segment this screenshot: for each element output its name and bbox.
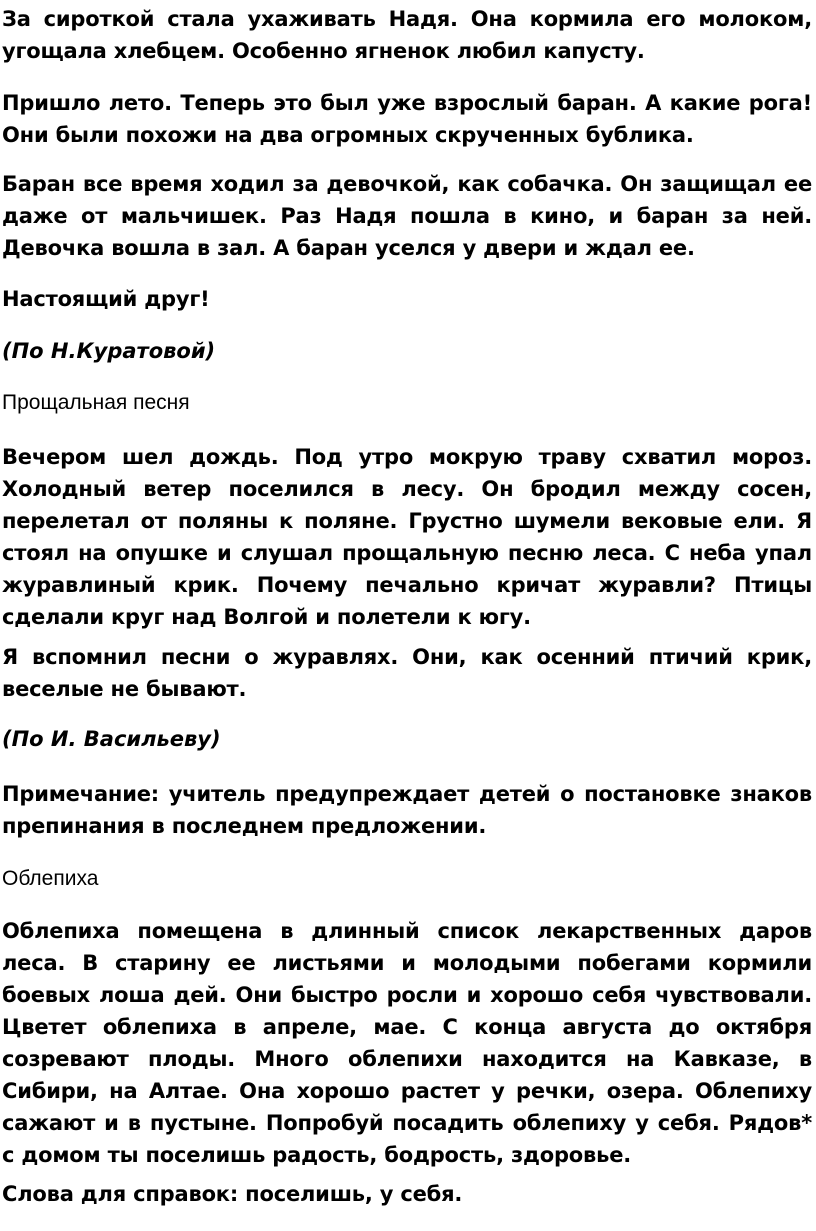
paragraph-ram-follows: Баран все время ходил за девочкой, как собачка. Он защищал ее даже от мальчишек. Раз Надя пошла в кино, и баран за ней. Девочка вошла в зал. А баран уселся у двери и ждал ее. (2, 172, 812, 260)
paragraph-crane-songs: Я вспомнил песни о журавлях. Они, как осенний птичий крик, веселые не бывают. (2, 645, 812, 701)
note-label: Примечание: (2, 782, 159, 806)
paragraph-sea-buckthorn: Облепиха помещена в длинный список лекарственных даров леса. В старину ее листьями и молодыми побегами кормили боевых лоша дей. Они быстро росли и хорошо себя чувствовали. Цветет облепиха в апреле, мае. С конца августа до октября созревают плоды. Много облепихи находится на Кавказе, в Сибири, на Алтае. Она хорошо растет у речки, озера. Облепиху сажают и в пустыне. Попробуй посадить облепиху у себя. Рядов* с домом ты поселишь радость, бодрость, здоровье. (2, 919, 812, 1167)
author-kuratova: (По Н.Куратовой) (2, 339, 216, 363)
title-sea-buckthorn: Облепиха (2, 867, 99, 890)
author-vasiliev: (По И. Васильеву) (2, 727, 221, 751)
teacher-note (2, 778, 812, 842)
paragraph-evening-rain: Вечером шел дождь. Под утро мокрую траву схватил мороз. Холодный ветер поселился в лесу. Он бродил между сосен, перелетал от поляны к поляне. Грустно шумели вековые ели. Я стоял на опушке и слушал прощальную песню леса. С неба упал журавлиный крик. Почему печально кричат журавли? Птицы сделали круг над Волгой и полетели к югу. (2, 445, 812, 629)
paragraph-summer: Пришло лето. Теперь это был уже взрослый баран. А какие рога! Они были похожи на два огромных скрученных бублика. (2, 91, 812, 147)
reference-words: Слова для справок: поселишь, у себя. (2, 1182, 463, 1206)
paragraph-lamb-care: За сироткой стала ухаживать Надя. Она кормила его молоком, угощала хлебцем. Особенно ягненок любил капусту. (2, 7, 812, 63)
note-text: учитель предупреждает детей о постановке знаков препинания в последнем предложении. (2, 782, 812, 838)
paragraph-true-friend: Настоящий друг! (2, 287, 210, 311)
title-farewell-song: Прощальная песня (2, 391, 190, 414)
